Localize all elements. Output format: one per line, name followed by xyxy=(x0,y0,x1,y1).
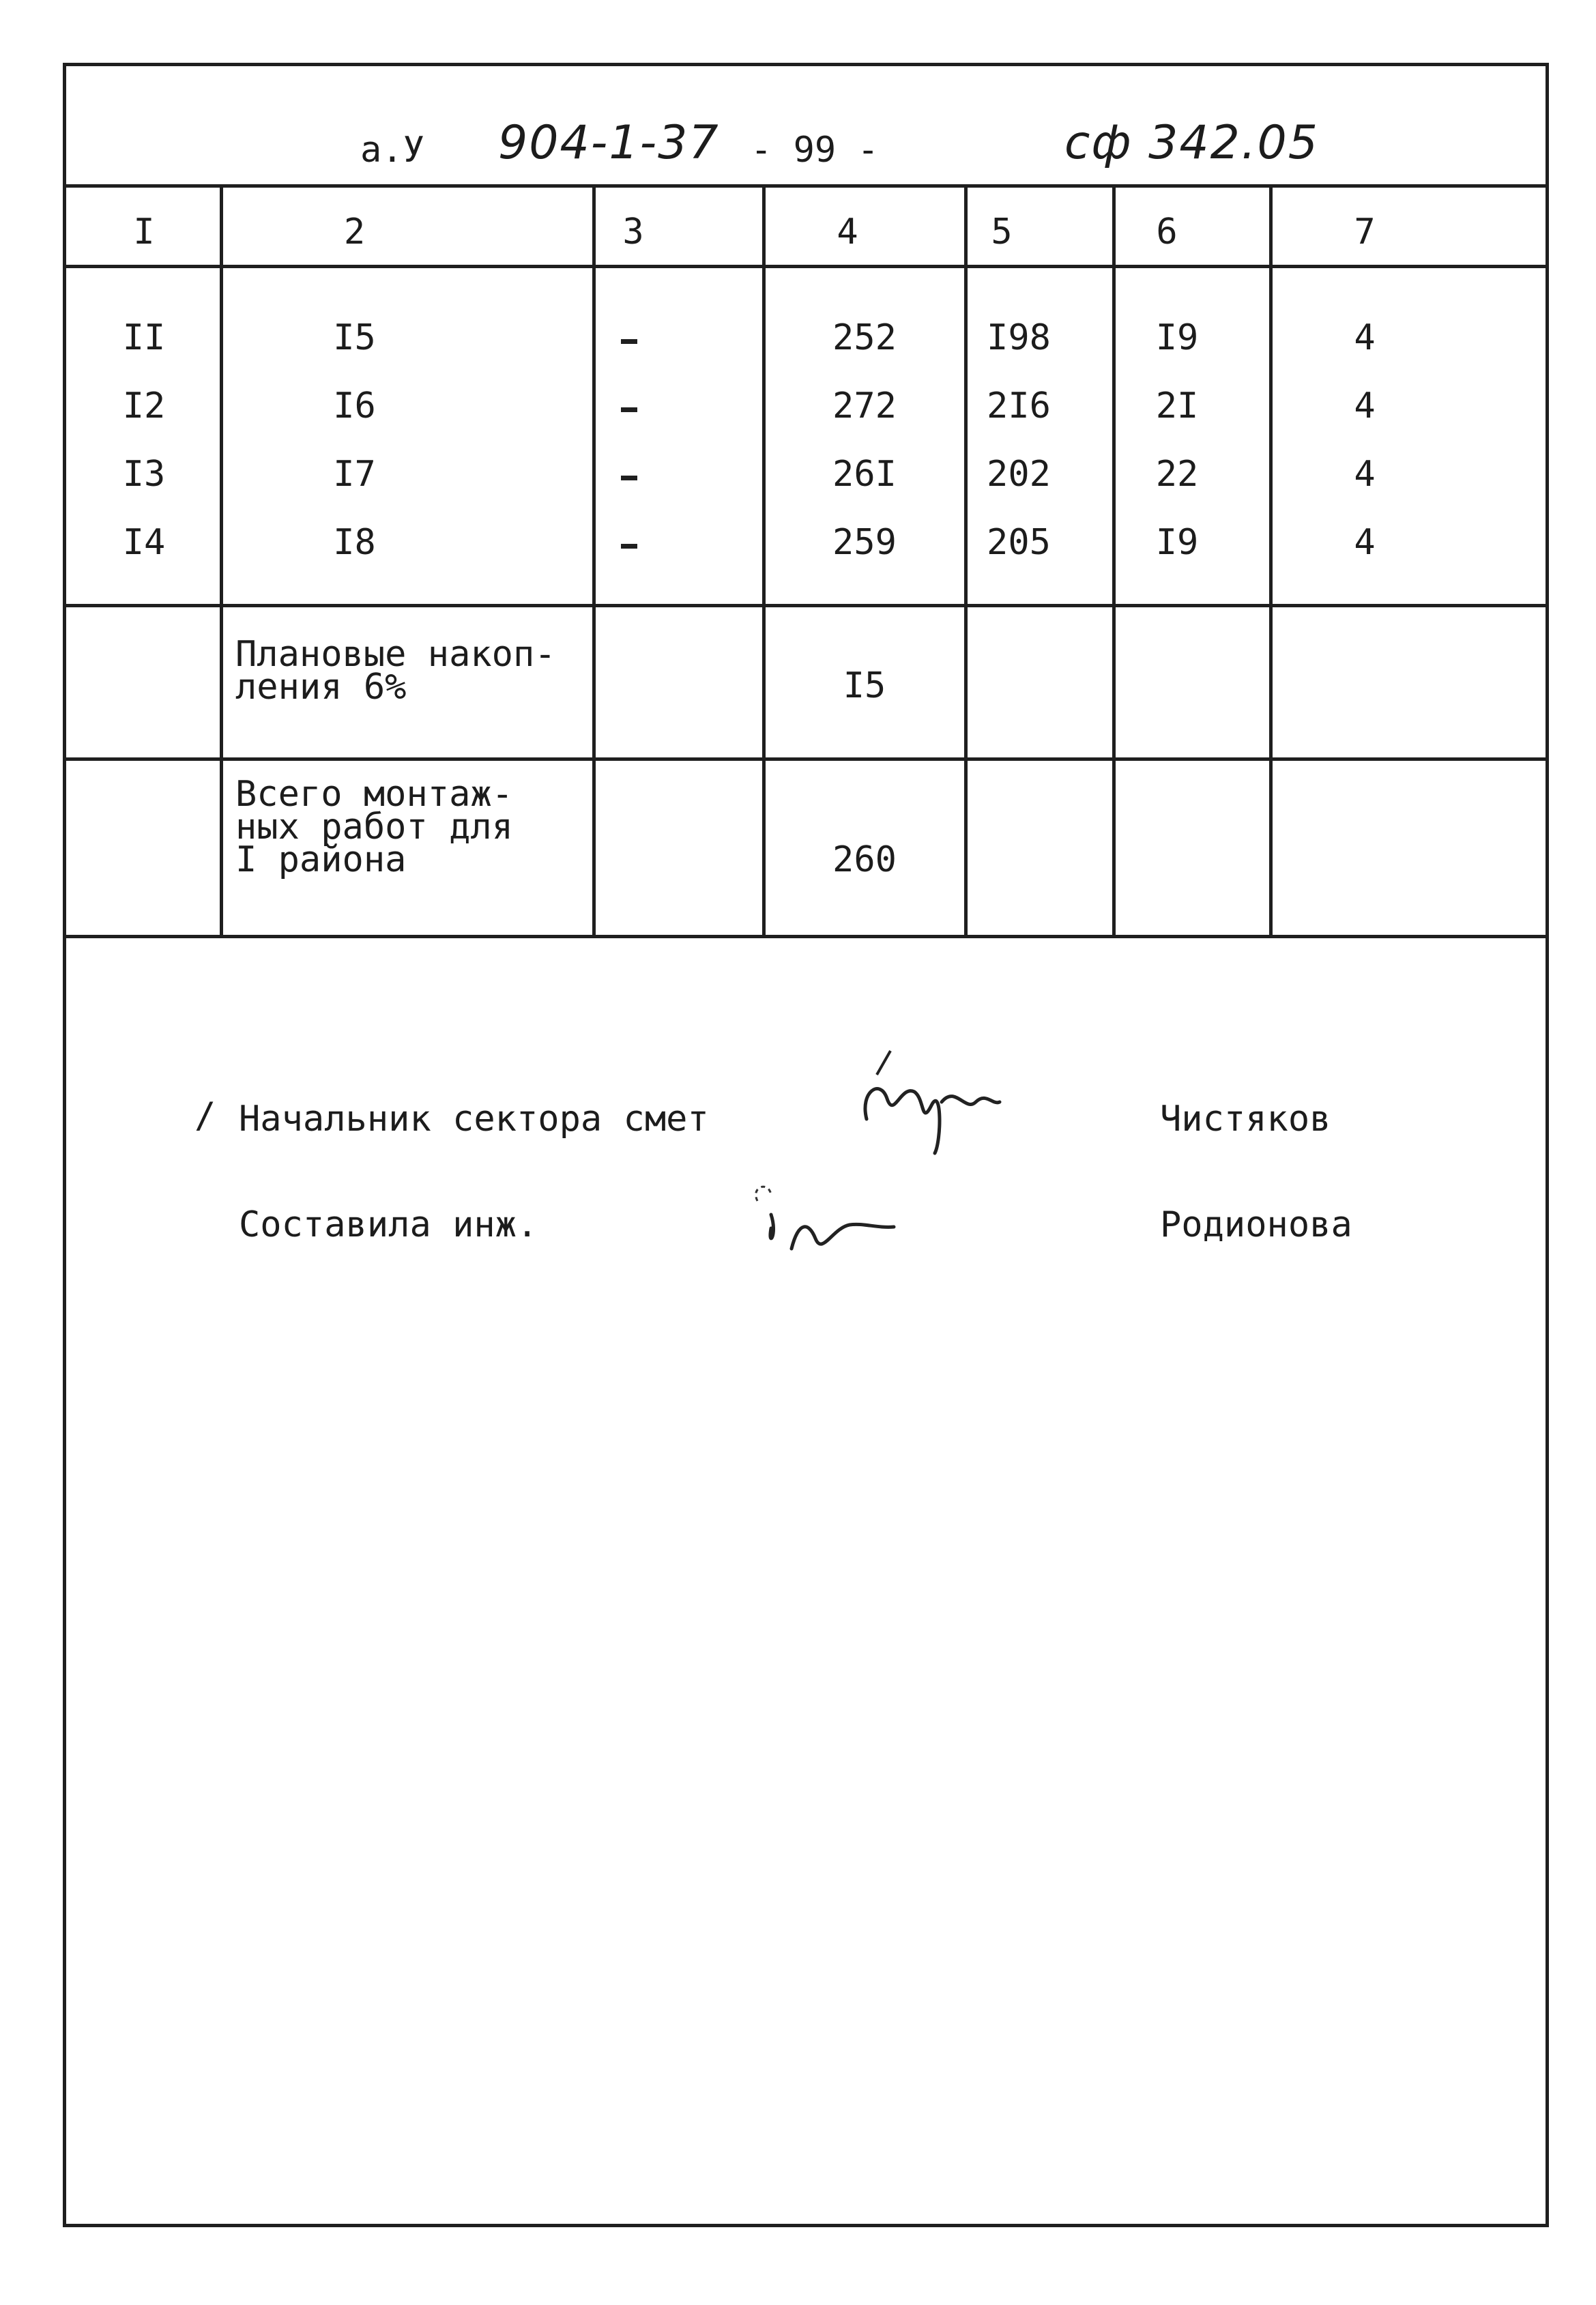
summary-label-total-installation xyxy=(235,774,577,880)
summary-label-line: Плановые накоп- xyxy=(235,634,556,675)
page-number: - 99 - xyxy=(751,130,879,171)
cell-col-3-dash xyxy=(621,339,637,344)
column-header: I xyxy=(133,212,155,252)
cell-col-1: II xyxy=(122,317,166,358)
cell-col-6: I9 xyxy=(1155,522,1199,563)
cell-col-5: 202 xyxy=(987,454,1051,495)
series-code: сф 342.05 xyxy=(1064,116,1320,170)
header-prefix: а.У xyxy=(360,130,424,171)
table-row-rule xyxy=(66,604,1546,607)
handwritten-signature-compiler xyxy=(730,1160,908,1256)
cell-col-1: I3 xyxy=(122,454,166,495)
column-divider xyxy=(592,184,596,938)
table-row-rule xyxy=(66,757,1546,761)
cell-col-5: I98 xyxy=(987,317,1051,358)
cell-col-2: I8 xyxy=(333,522,376,563)
cell-col-7: 4 xyxy=(1354,386,1376,426)
column-header: 3 xyxy=(622,212,644,252)
signature-name: Чистяков xyxy=(1160,1099,1331,1140)
column-header: 2 xyxy=(343,212,366,252)
table-bottom-rule xyxy=(66,935,1546,938)
cell-col-7: 4 xyxy=(1354,454,1376,495)
summary-value-planned-savings: I5 xyxy=(843,665,886,706)
column-header: 6 xyxy=(1156,212,1178,252)
column-header: 4 xyxy=(837,212,858,252)
cell-col-6: 2I xyxy=(1155,386,1199,426)
cell-col-2: I7 xyxy=(333,454,376,495)
signature-role: Начальник сектора смет xyxy=(239,1099,709,1140)
cell-col-4: 252 xyxy=(832,317,897,358)
cell-col-1: I2 xyxy=(122,386,166,426)
signature-name: Родионова xyxy=(1160,1204,1352,1245)
column-header: 7 xyxy=(1354,212,1376,252)
table-header-rule xyxy=(66,265,1546,268)
project-code: 904-1-37 xyxy=(498,116,720,170)
signature-role: Составила инж. xyxy=(239,1204,538,1245)
summary-value-total-installation: 260 xyxy=(832,839,897,880)
cell-col-4: 26I xyxy=(832,454,897,495)
handwritten-signature-chief xyxy=(839,1037,1017,1160)
summary-label-line: Всего монтаж- xyxy=(235,774,513,815)
cell-col-1: I4 xyxy=(122,522,166,563)
summary-label-line: I района xyxy=(235,839,407,880)
cell-col-2: I6 xyxy=(333,386,376,426)
cell-col-7: 4 xyxy=(1354,522,1376,563)
table-top-rule xyxy=(66,184,1546,188)
cell-col-7: 4 xyxy=(1354,317,1376,358)
cell-col-5: 205 xyxy=(987,522,1051,563)
cell-col-2: I5 xyxy=(333,317,376,358)
summary-label-line: ления 6% xyxy=(235,667,407,708)
cell-col-5: 2I6 xyxy=(987,386,1051,426)
summary-label-planned-savings xyxy=(235,634,577,708)
cell-col-4: 272 xyxy=(832,386,897,426)
summary-label-line: ных работ для xyxy=(235,807,513,847)
cell-col-3-dash xyxy=(621,407,637,412)
cell-col-6: 22 xyxy=(1155,454,1199,495)
cell-col-3-dash xyxy=(621,544,637,549)
column-header: 5 xyxy=(991,212,1013,252)
cell-col-6: I9 xyxy=(1155,317,1199,358)
signature-mark: / xyxy=(194,1095,216,1136)
cell-col-3-dash xyxy=(621,476,637,480)
cell-col-4: 259 xyxy=(832,522,897,563)
